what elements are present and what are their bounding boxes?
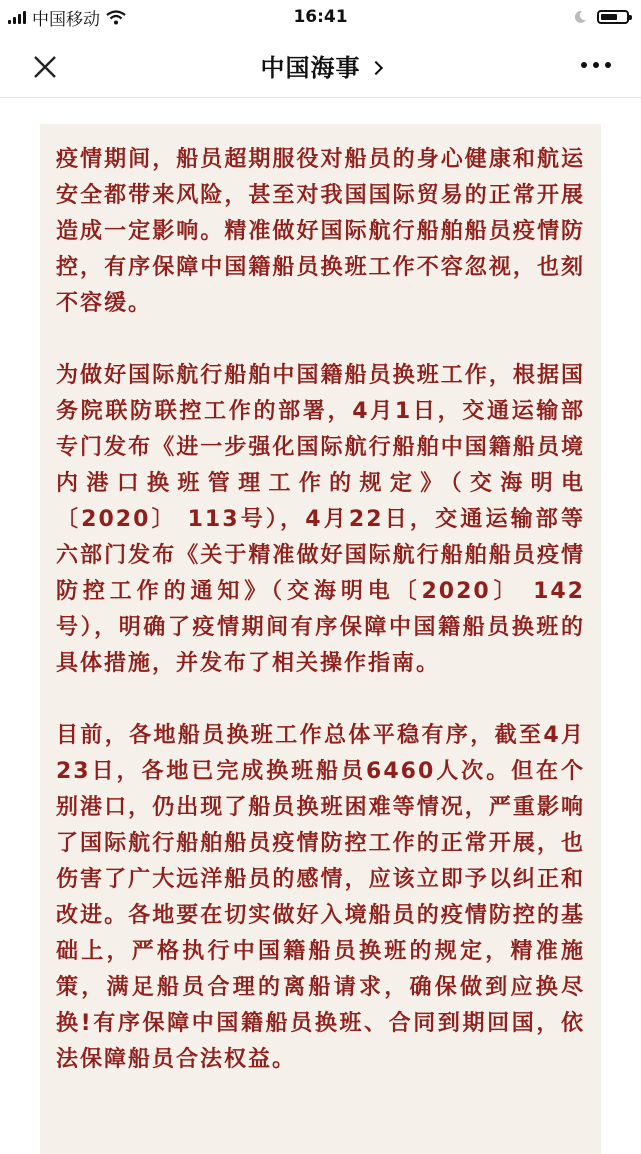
close-button[interactable] <box>28 50 62 84</box>
nav-bar <box>0 34 641 98</box>
moon-icon <box>573 10 587 24</box>
status-left <box>0 5 126 30</box>
status-right <box>573 10 641 24</box>
wifi-icon <box>106 10 126 25</box>
more-icon <box>581 62 587 68</box>
article-paragraph-3: 目前，各地船员换班工作总体平稳有序，截至4月23日，各地已完成换班船员6460人次。但在个别港口，仍出现了船员换班困难等情况，严重影响了国际航行船舶船员疫情防控工作的正常开展，也伤害了广大远洋船员的感情，应该立即予以纠正和改进。各地要在切实做好入境船员的疫情防控的基础上，严格执行中国籍船员换班的规定，精准施策，满足船员合理的离船请求，确保做到应换尽换!有序保障中国籍船员换班、合同到期回国，依法保障船员合法权益。 <box>56 723 585 1072</box>
article-body <box>40 124 601 1154</box>
battery-icon <box>597 10 629 24</box>
more-icon-dot <box>593 62 599 68</box>
more-icon-dot <box>605 62 611 68</box>
status-bar <box>0 0 641 34</box>
article-paragraph-2: 为做好国际航行船舶中国籍船员换班工作，根据国务院联防联控工作的部署，4月1日，交通运输部专门发布《进一步强化国际航行船舶中国籍船员境内港口换班管理工作的规定》（交海明电〔2020〕 113号），4月22日，交通运输部等六部门发布《关于精准做好国际航行船舶船员疫情防控工作的通知》（交海明电〔2020〕 142号），明确了疫情期间有序保障中国籍船员换班的具体措施，并发布了相关操作指南。 <box>56 363 585 676</box>
page-title: 中国海事 <box>260 54 361 82</box>
chevron-right-icon <box>368 61 382 75</box>
account-title-link[interactable] <box>261 48 381 83</box>
close-icon <box>33 55 57 79</box>
article-paragraph-1: 疫情期间，船员超期服役对船员的身心健康和航运安全都带来风险，甚至对我国国际贸易的正常开展造成一定影响。精准做好国际航行船舶船员疫情防控，有序保障中国籍船员换班工作不容忽视，也刻不容缓。 <box>56 147 585 316</box>
carrier-name: 中国移动 <box>32 9 100 30</box>
more-button[interactable] <box>581 62 611 68</box>
status-time: 16:41 <box>293 7 348 27</box>
signal-icon <box>8 10 26 24</box>
